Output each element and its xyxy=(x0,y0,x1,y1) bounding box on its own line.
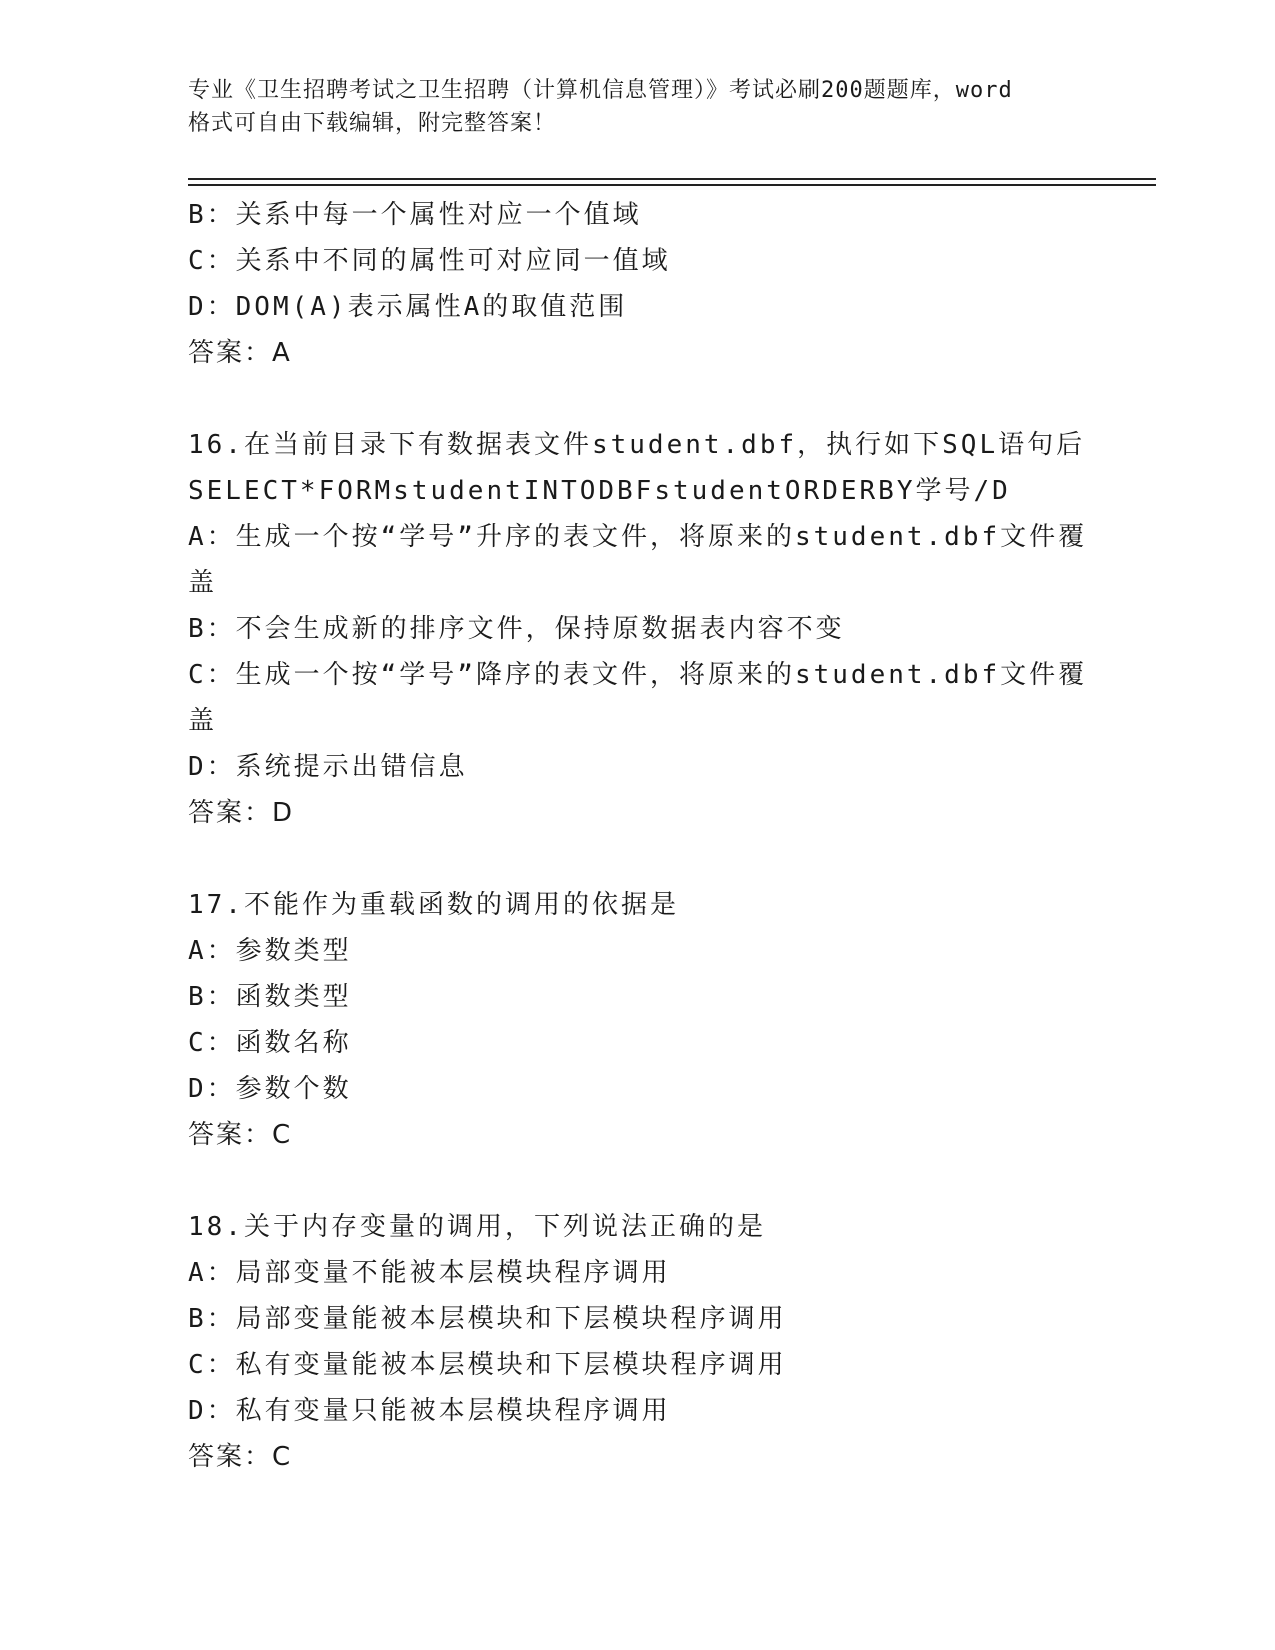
header-line-1: 专业《卫生招聘考试之卫生招聘（计算机信息管理）》考试必刷200题题库，word xyxy=(188,78,1013,103)
option-c: C：生成一个按“学号”降序的表文件，将原来的student.dbf文件覆 xyxy=(188,660,1088,690)
option-a: A：参数类型 xyxy=(188,936,352,966)
option-b: B：关系中每一个属性对应一个值域 xyxy=(188,200,642,230)
option-b: B：函数类型 xyxy=(188,982,352,1012)
spacer xyxy=(188,376,1088,422)
question-17 xyxy=(188,882,1088,1158)
question-list xyxy=(188,192,1088,1480)
option-a: A：生成一个按“学号”升序的表文件，将原来的student.dbf文件覆 xyxy=(188,522,1088,552)
answer: 答案：D xyxy=(188,798,295,828)
option-d: D：私有变量只能被本层模块程序调用 xyxy=(188,1396,671,1426)
option-c: C：关系中不同的属性可对应同一值域 xyxy=(188,246,671,276)
header-divider-bottom xyxy=(188,184,1156,186)
question-18 xyxy=(188,1204,1088,1480)
spacer xyxy=(188,1158,1088,1204)
option-d: D：参数个数 xyxy=(188,1074,352,1104)
question-stem: 16.在当前目录下有数据表文件student.dbf，执行如下SQL语句后 xyxy=(188,430,1086,460)
option-c: C：函数名称 xyxy=(188,1028,352,1058)
question-15-continued xyxy=(188,192,1088,376)
question-stem: 17.不能作为重载函数的调用的依据是 xyxy=(188,890,679,920)
option-c: C：私有变量能被本层模块和下层模块程序调用 xyxy=(188,1350,787,1380)
answer: 答案：C xyxy=(188,1120,293,1150)
answer: 答案：C xyxy=(188,1442,293,1472)
header-line-2: 格式可自由下载编辑，附完整答案！ xyxy=(188,111,557,136)
question-stem-continued: SELECT*FORMstudentINTODBFstudentORDERBY学号/D xyxy=(188,476,1011,506)
spacer xyxy=(188,836,1088,882)
option-a: A：局部变量不能被本层模块程序调用 xyxy=(188,1258,671,1288)
option-d: D：系统提示出错信息 xyxy=(188,752,468,782)
option-d: D：DOM(A)表示属性A的取值范围 xyxy=(188,292,628,322)
option-b: B：局部变量能被本层模块和下层模块程序调用 xyxy=(188,1304,787,1334)
option-b: B：不会生成新的排序文件，保持原数据表内容不变 xyxy=(188,614,845,644)
header-divider-top xyxy=(188,178,1156,180)
question-16 xyxy=(188,422,1088,836)
option-c-continued: 盖 xyxy=(188,706,218,736)
answer: 答案：A xyxy=(188,338,292,368)
document-header xyxy=(188,74,1088,140)
option-a-continued: 盖 xyxy=(188,568,218,598)
question-stem: 18.关于内存变量的调用，下列说法正确的是 xyxy=(188,1212,766,1242)
